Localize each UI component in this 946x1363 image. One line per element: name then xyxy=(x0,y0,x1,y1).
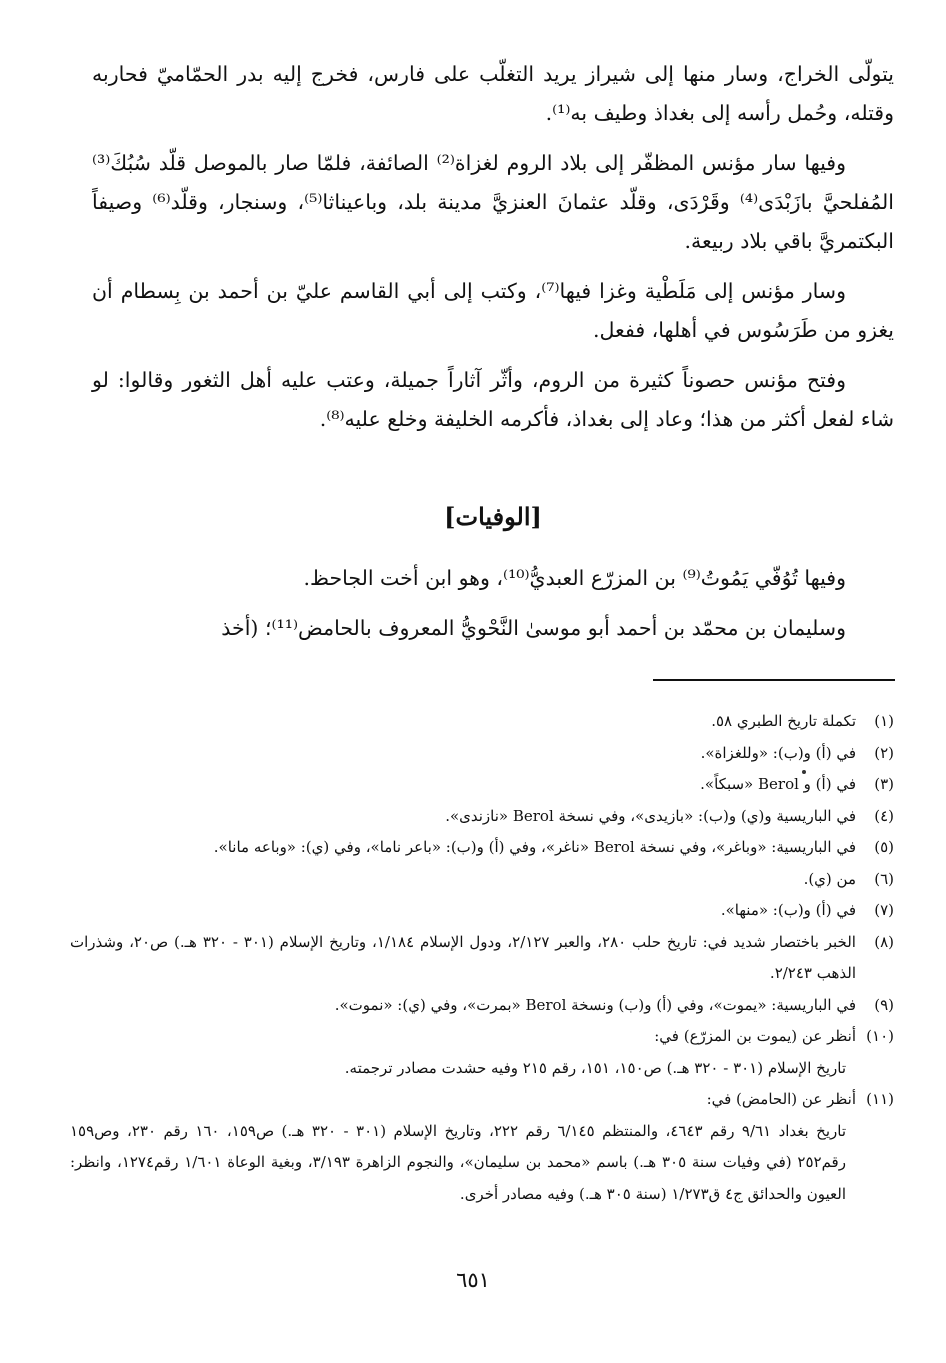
footnote-text: تكملة تاريخ الطبري ٥٨. xyxy=(711,712,856,730)
death-entry: وسليمان بن محمّد بن أحمد أبو موسىٰ النَّحْويُّ المعروف بالحامض⁽¹¹⁾؛ (أخذ xyxy=(221,616,846,640)
footnote-text: في الباريسية: «يموت»، وفي (أ) و(ب) ونسخة Berol «بمرت»، وفي (ي): «نموت». xyxy=(334,995,856,1014)
footnote xyxy=(70,990,894,1022)
footnote-text: في (أ) و(ب): «وللغزاة». xyxy=(700,743,856,762)
main-text xyxy=(92,55,894,450)
paragraph: وفيها سار مؤنس المظفّر إلى بلاد الروم لغزاة⁽²⁾ الصائفة، فلمّا صار بالموصل قلّد سُبُكَ⁽³⁾ المُفلحيَّ بازَبْدَى⁽⁴⁾ وقَرْدَى، وقلّد عثمانَ العنزيَّ مدينة بلد، وباعيناثا⁽⁵⁾، وسنجار، وقلّد⁽⁶⁾ وصيفاً البكتمريَّ باقي بلاد ربيعة. xyxy=(92,151,894,253)
footnote-continuation xyxy=(70,1053,894,1085)
footnote-number: (١١) xyxy=(866,1090,894,1108)
footnote-number: (١٠) xyxy=(866,1027,894,1045)
paragraph: وفتح مؤنس حصوناً كثيرة من الروم، وأثّر آثاراً جميلة، وعتب عليه أهل الثغور وقالوا: لو شاء لفعل أكثر من هذا؛ وعاد إلى بغداذ، فأكرمه الخليفة وخلع عليه⁽⁸⁾. xyxy=(92,368,894,431)
footnote-text: في الباريسية: «وباغر»، وفي نسخة Berol «ناغر»، وفي (أ) و(ب): «باعر ناما»، وفي (ي): «وباعه مانا». xyxy=(213,838,856,856)
footnote-text: في (أ) و(ب): «منها». xyxy=(720,901,856,919)
death-entry: وفيها تُوُفّي يَمُوتُ⁽⁹⁾ بن المزرّع العبديُّ⁽¹⁰⁾، وهو ابن أخت الجاحظ. xyxy=(303,566,846,590)
footnote xyxy=(70,769,894,801)
footnote-number: (٢) xyxy=(874,743,894,762)
footnotes xyxy=(70,706,894,1210)
footnote xyxy=(70,1021,894,1053)
footnote xyxy=(70,864,894,896)
footnote-number: (٧) xyxy=(874,901,894,919)
paragraph: يتولّى الخراج، وسار منها إلى شيراز يريد التغلّب على فارس، فخرج إليه بدر الحمّاميّ فحاربه وقتله، وحُمل رأسه إلى بغداذ وطيف به⁽¹⁾. xyxy=(92,62,894,125)
footnote xyxy=(70,927,894,990)
footnote-continuation xyxy=(70,1116,894,1211)
footnote-number: (٩) xyxy=(874,995,894,1014)
footnote-number: (٦) xyxy=(874,869,894,888)
footnote xyxy=(70,895,894,927)
footnote-text: في الباريسية و(ي) و(ب): «بازيدى»، وفي نسخة Berol «نازندى». xyxy=(445,806,856,825)
deaths-section xyxy=(92,553,894,653)
footnote xyxy=(70,1084,894,1116)
footnote-text: من (ي). xyxy=(803,869,856,888)
footnote-number: (١) xyxy=(874,712,894,730)
footnote-separator xyxy=(653,679,895,681)
footnote-number: (٥) xyxy=(874,838,894,856)
footnote xyxy=(70,738,894,770)
footnote-text: أنظر عن (الحامض) في: xyxy=(706,1090,856,1108)
footnote xyxy=(70,706,894,738)
section-heading: [الوفيات] xyxy=(444,502,542,531)
footnote-number: (٨) xyxy=(874,932,894,951)
footnote xyxy=(70,832,894,864)
page-number: ٦٥١ xyxy=(456,1268,490,1292)
footnote-text: تاريخ بغداد ٩/٦١ رقم ٤٦٤٣، والمنتظم ٦/١٤٥ رقم ٢٢٢، وتاريخ الإسلام (٣٠١ - ٣٢٠ هـ.) ص١٥٩، ١٦٠ رقم ٢٣٠، وص١٥٩ رقم٢٥٢ (في وفيات سنة ٣٠٥ هـ.) باسم «محمد بن سليمان»، والنجوم الزاهرة ٣/١٩٣، وبغية الوعاة ١/٦٠١ رقم١٢٧٤، وانظر: العيون والحدائق ج٤ ق١/٢٧٣ (سنة ٣٠٥ هـ.) وفيه مصادر أخرى. xyxy=(70,1121,846,1203)
footnote xyxy=(70,801,894,833)
footnote-number: (٤) xyxy=(874,806,894,825)
footnote-text: أنظر عن (يموت بن المزرّع) في: xyxy=(654,1027,856,1045)
footnote-text: الخبر باختصار شديد في: تاريخ حلب ٢٨٠، والعبر ٢/١٢٧، ودول الإسلام ١/١٨٤، وتاريخ الإسلام (٣٠١ - ٣٢٠ هـ.) ص٢٠، وشذرات الذهب ٢/٢٤٣. xyxy=(70,932,856,982)
footnote-text: تاريخ الإسلام (٣٠١ - ٣٢٠ هـ.) ص١٥٠، ١٥١، رقم ٢١٥ وفيه حشدت مصادر ترجمته. xyxy=(344,1058,846,1077)
footnote-number: (٣) xyxy=(874,775,894,793)
footnote-text: في (أ) و Berol «سبكاً». xyxy=(700,775,856,793)
paragraph: وسار مؤنس إلى مَلَطْية وغزا فيها⁽⁷⁾، وكتب إلى أبي القاسم عليّ بن أحمد بن بِسطام أن يغزو من طَرَسُوس في أهلها، ففعل. xyxy=(92,279,894,342)
